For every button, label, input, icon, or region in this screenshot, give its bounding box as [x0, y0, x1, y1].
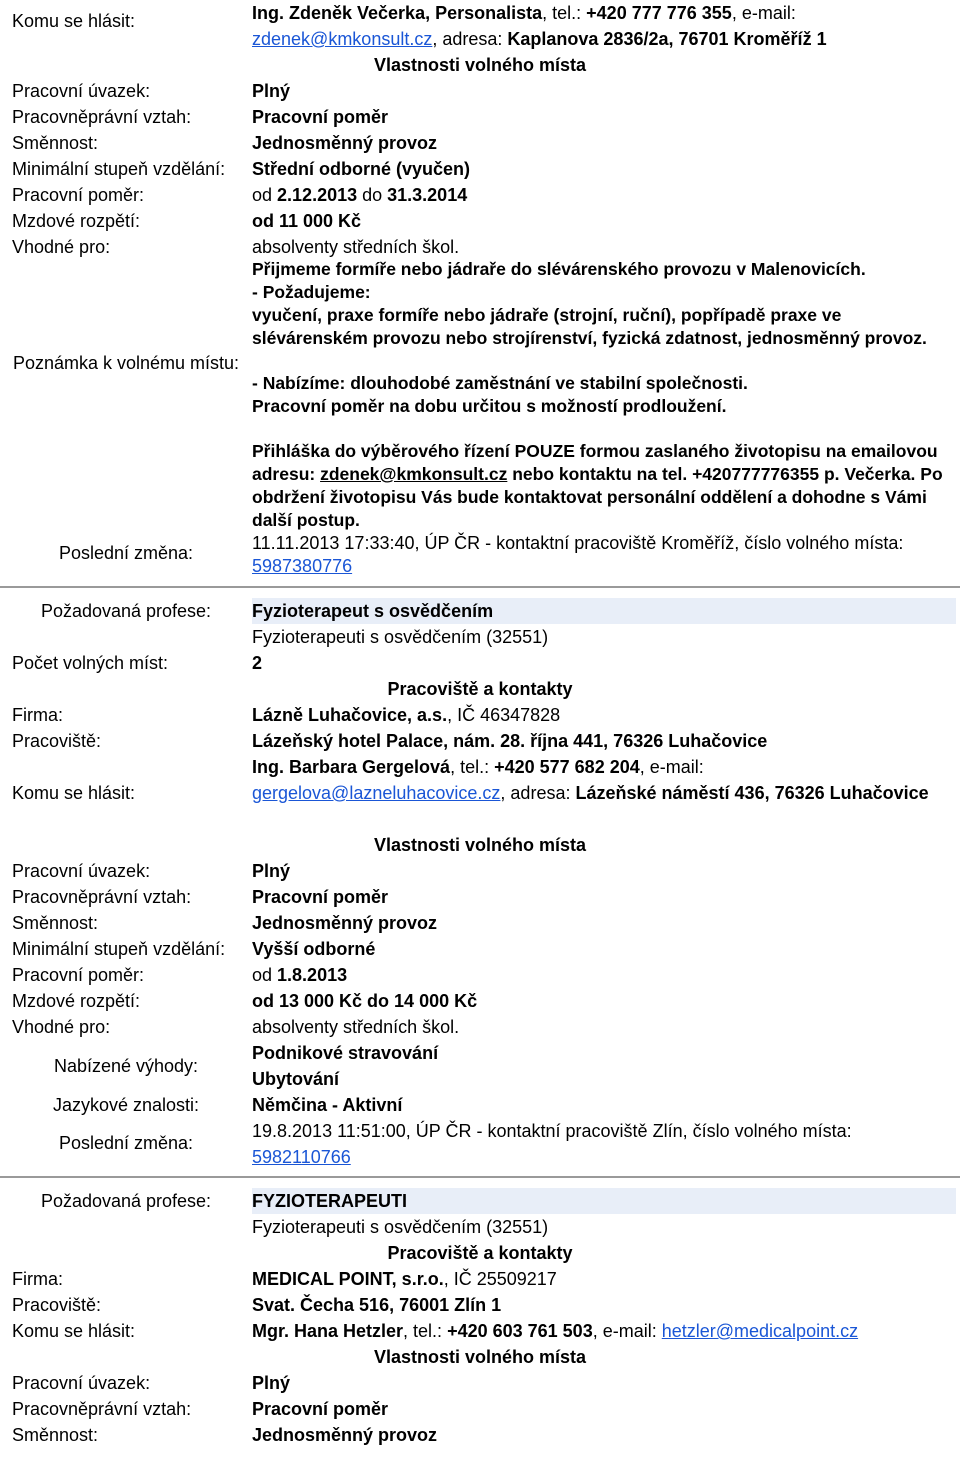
label-uvazek: Pracovní úvazek: — [12, 861, 151, 881]
label-vztah: Pracovněprávní vztah: — [12, 887, 192, 907]
label-firma: Firma: — [12, 705, 63, 725]
note-apply: Přihláška do výběrového řízení POUZE formou zaslaného životopisu na emailovou adresu: zdenek@kmkonsult.cz nebo kontaktu na tel. +420777776355 p. Večerka. Po obdržení životopisu Vás bude kontaktovat personální oddělení a dohodne s Vámi další postup. — [252, 441, 943, 530]
vlastnosti-heading: Vlastnosti volného místa — [373, 1347, 587, 1367]
contact-email-link[interactable]: zdenek@kmkonsult.cz — [252, 29, 433, 49]
firma-value: MEDICAL POINT, s.r.o., IČ 25509217 — [252, 1269, 557, 1289]
label-komu: Komu se hlásit: — [12, 783, 136, 803]
label-pracoviste: Pracoviště: — [12, 1295, 102, 1315]
note-text — [252, 258, 960, 532]
pracoviste-value: Lázeňský hotel Palace, nám. 28. října 441, 76326 Luhačovice — [252, 731, 768, 751]
vzdelani-value: Vyšší odborné — [252, 939, 376, 959]
vztah-value: Pracovní poměr — [252, 107, 389, 127]
mzda-value: od 13 000 Kč do 14 000 Kč — [252, 991, 478, 1011]
kontakty-heading: Pracoviště a kontakty — [387, 679, 573, 699]
jazyky-value: Němčina - Aktivní — [252, 1095, 403, 1115]
label-pomer: Pracovní poměr: — [12, 965, 145, 985]
posledni-text: 11.11.2013 17:33:40, ÚP ČR - kontaktní pracoviště Kroměříž, číslo volného místa: — [252, 533, 904, 553]
note-line-1: Přijmeme formíře nebo jádraře do slévárenského provozu v Malenovicích. — [252, 259, 866, 279]
label-profese: Požadovaná profese: — [40, 1191, 212, 1211]
vztah-value: Pracovní poměr — [252, 887, 389, 907]
vhodne-value: absolventy středních škol. — [252, 237, 460, 257]
note-line-3: vyučení, praxe formíře nebo jádraře (strojní, ruční), popřípadě praxe ve slévárenském provozu nebo strojírenství, fyzická zdatnost, jednosměnný provoz. — [252, 305, 927, 348]
label-komu: Komu se hlásit: — [12, 1321, 136, 1341]
label-smennost: Směnnost: — [12, 133, 99, 153]
label-posledni: Poslední změna: — [58, 543, 194, 563]
label-vztah: Pracovněprávní vztah: — [12, 107, 192, 127]
vlastnosti-heading: Vlastnosti volného místa — [373, 55, 587, 75]
label-vzdelani: Minimální stupeň vzdělání: — [12, 159, 226, 179]
tel-prefix: , tel.: — [542, 3, 587, 23]
pomer-value: od 1.8.2013 — [252, 965, 348, 985]
contact-value: Mgr. Hana Hetzler, tel.: +420 603 761 503, e-mail: hetzler@medicalpoint.cz — [252, 1321, 859, 1341]
vlastnosti-heading: Vlastnosti volného místa — [373, 835, 587, 855]
pomer-value: od 2.12.2013 do 31.3.2014 — [252, 185, 468, 205]
contact-tel: +420 777 776 355 — [586, 3, 732, 23]
contact-name: Ing. Zdeněk Večerka, Personalista — [252, 3, 543, 23]
contact-value: Ing. Barbara Gergelová, tel.: +420 577 682 204, e-mail: gergelova@lazneluhacovice.cz, adresa: Lázeňské náměstí 436, 76326 Luhačovice — [252, 757, 929, 803]
label-smennost: Směnnost: — [12, 1425, 99, 1445]
note-email[interactable]: zdenek@kmkonsult.cz — [320, 464, 508, 484]
firma-value: Lázně Luhačovice, a.s., IČ 46347828 — [252, 705, 561, 725]
vyhody-value: Podnikové stravování Ubytování — [252, 1043, 439, 1089]
profese-value: FYZIOTERAPEUTI — [252, 1188, 956, 1214]
label-mzda: Mzdové rozpětí: — [12, 991, 141, 1011]
contact-email-link[interactable]: gergelova@lazneluhacovice.cz — [252, 783, 501, 803]
uvazek-value: Plný — [252, 1373, 291, 1393]
vzdelani-value: Střední odborné (vyučen) — [252, 159, 471, 179]
pracoviste-value: Svat. Čecha 516, 76001 Zlín 1 — [252, 1295, 502, 1315]
profese-code: Fyzioterapeuti s osvědčením (32551) — [252, 627, 549, 647]
note-offer-2: Pracovní poměr na dobu určitou s možností prodloužení. — [252, 396, 727, 416]
label-poznamka: Poznámka k volnému místu: — [12, 353, 240, 373]
posledni-text: 19.8.2013 11:51:00, ÚP ČR - kontaktní pracoviště Zlín, číslo volného místa: — [252, 1121, 852, 1141]
label-pocet: Počet volných míst: — [12, 653, 169, 673]
uvazek-value: Plný — [252, 861, 291, 881]
label-mzda: Mzdové rozpětí: — [12, 211, 141, 231]
addr-prefix: , adresa: — [432, 29, 508, 49]
label-komu: Komu se hlásit: — [12, 11, 136, 31]
label-pracoviste: Pracoviště: — [12, 731, 102, 751]
label-vzdelani: Minimální stupeň vzdělání: — [12, 939, 226, 959]
smennost-value: Jednosměnný provoz — [252, 133, 438, 153]
label-jazyky: Jazykové znalosti: — [52, 1095, 200, 1115]
kontakty-heading: Pracoviště a kontakty — [387, 1243, 573, 1263]
email-prefix: , e-mail: — [731, 3, 796, 23]
section-divider — [0, 1176, 960, 1178]
label-pomer: Pracovní poměr: — [12, 185, 145, 205]
label-vztah: Pracovněprávní vztah: — [12, 1399, 192, 1419]
note-offer-1: - Nabízíme: dlouhodobé zaměstnání ve stabilní společnosti. — [252, 373, 748, 393]
section-divider — [0, 586, 960, 588]
smennost-value: Jednosměnný provoz — [252, 913, 438, 933]
mzda-value: od 11 000 Kč — [252, 211, 362, 231]
vhodne-value: absolventy středních škol. — [252, 1017, 460, 1037]
last-change-row — [0, 532, 960, 580]
label-vhodne: Vhodné pro: — [12, 1017, 111, 1037]
pocet-value: 2 — [252, 653, 263, 673]
label-uvazek: Pracovní úvazek: — [12, 81, 151, 101]
label-profese: Požadovaná profese: — [40, 601, 212, 621]
smennost-value: Jednosměnný provoz — [252, 1425, 438, 1445]
vacancy-number-link[interactable]: 5982110766 — [252, 1147, 351, 1167]
note-line-2: - Požadujeme: — [252, 282, 371, 302]
uvazek-value: Plný — [252, 81, 291, 101]
profese-code: Fyzioterapeuti s osvědčením (32551) — [252, 1217, 549, 1237]
label-posledni: Poslední změna: — [58, 1133, 194, 1153]
label-firma: Firma: — [12, 1269, 63, 1289]
label-uvazek: Pracovní úvazek: — [12, 1373, 151, 1393]
profese-value: Fyzioterapeut s osvědčením — [252, 598, 956, 624]
job1-contact-row — [0, 0, 960, 52]
label-vyhody: Nabízené výhody: — [53, 1056, 199, 1076]
label-vhodne: Vhodné pro: — [12, 237, 111, 257]
note-row — [0, 258, 960, 532]
vacancy-number-link[interactable]: 5987380776 — [252, 556, 353, 576]
contact-address: Kaplanova 2836/2a, 76701 Kroměříž 1 — [507, 29, 827, 49]
contact-email-link[interactable]: hetzler@medicalpoint.cz — [661, 1321, 859, 1341]
label-smennost: Směnnost: — [12, 913, 99, 933]
vztah-value: Pracovní poměr — [252, 1399, 389, 1419]
